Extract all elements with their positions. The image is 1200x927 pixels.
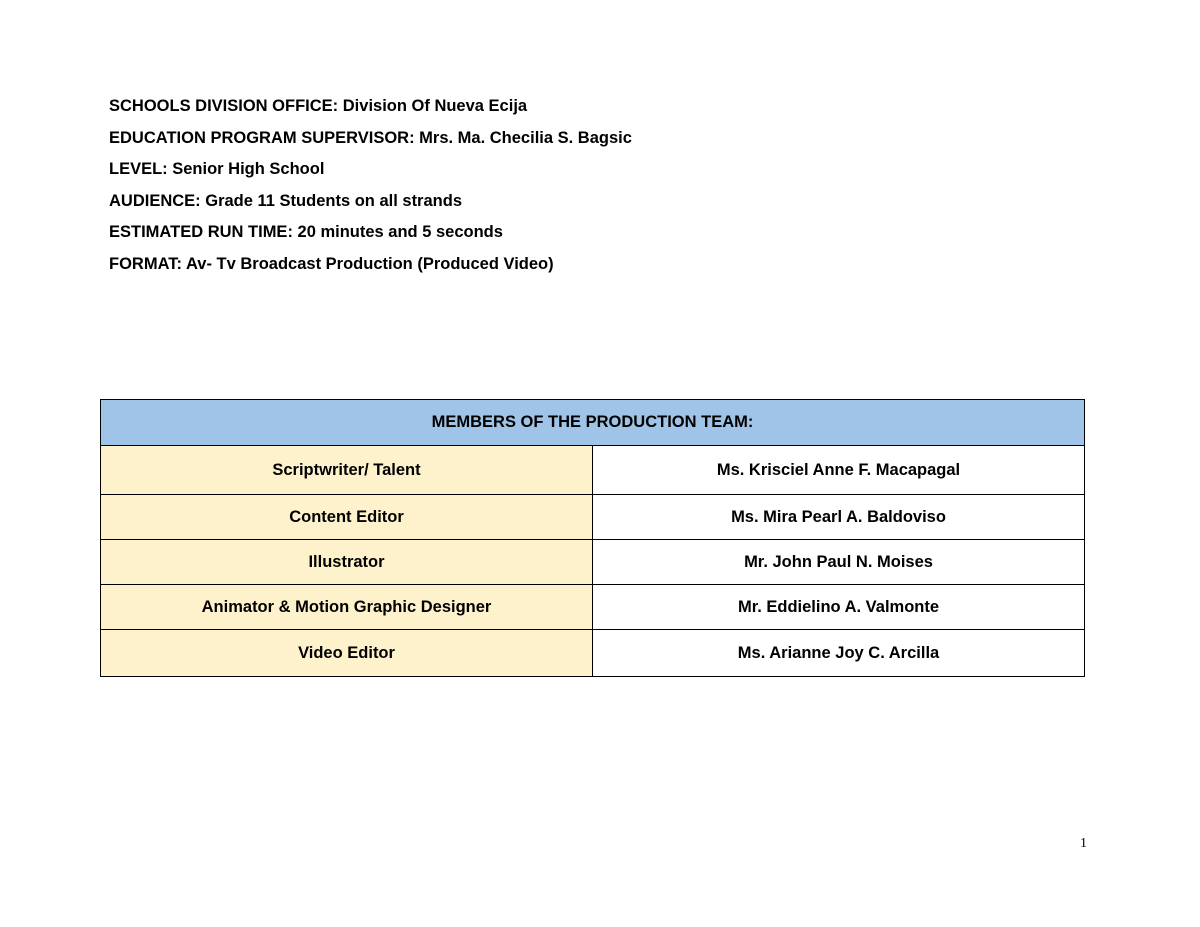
member-name-cell: Ms. Krisciel Anne F. Macapagal: [593, 446, 1085, 495]
production-team-title: MEMBERS OF THE PRODUCTION TEAM:: [101, 400, 1085, 446]
table-row: [101, 446, 1085, 495]
table-row: [101, 585, 1085, 630]
table-row: [101, 540, 1085, 585]
role-cell: Scriptwriter/ Talent: [101, 446, 593, 495]
member-name-cell: Ms. Mira Pearl A. Baldoviso: [593, 495, 1085, 540]
table-row: [101, 495, 1085, 540]
page-number: 1: [1080, 836, 1087, 851]
estimated-run-time-line: ESTIMATED RUN TIME: 20 minutes and 5 seconds: [109, 223, 503, 242]
schools-division-office-line: SCHOOLS DIVISION OFFICE: Division Of Nueva Ecija: [109, 97, 528, 115]
format-line: FORMAT: Av- Tv Broadcast Production (Produced Video): [109, 254, 554, 273]
document-header-info: [109, 95, 1009, 285]
table-header-row: [101, 400, 1085, 446]
education-program-supervisor-line: EDUCATION PROGRAM SUPERVISOR: Mrs. Ma. Checilia S. Bagsic: [109, 128, 632, 147]
role-cell: Content Editor: [101, 495, 593, 540]
member-name-cell: Mr. John Paul N. Moises: [593, 540, 1085, 585]
table-row: [101, 630, 1085, 677]
member-name-cell: Mr. Eddielino A. Valmonte: [593, 585, 1085, 630]
audience-line: AUDIENCE: Grade 11 Students on all strands: [109, 191, 462, 210]
role-cell: Animator & Motion Graphic Designer: [101, 585, 593, 630]
level-line: LEVEL: Senior High School: [109, 160, 325, 179]
role-cell: Illustrator: [101, 540, 593, 585]
member-name-cell: Ms. Arianne Joy C. Arcilla: [593, 630, 1085, 677]
role-cell: Video Editor: [101, 630, 593, 677]
production-team-table: [100, 399, 1085, 677]
